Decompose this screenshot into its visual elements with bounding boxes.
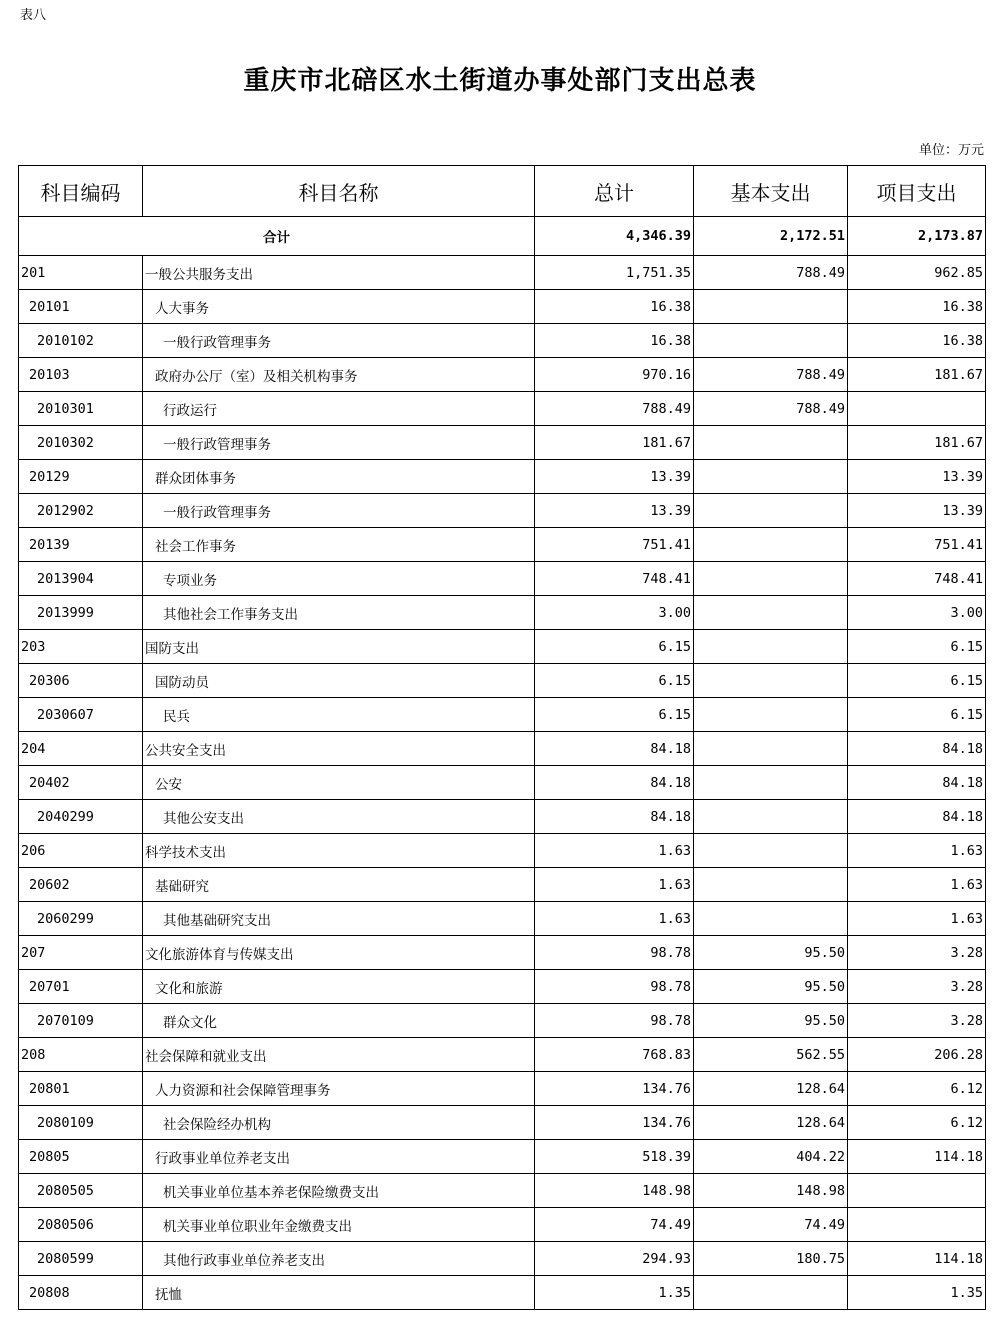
table-row [19, 868, 986, 902]
page-title: 重庆市北碚区水土街道办事处部门支出总表 [243, 66, 757, 96]
row-code: 2070109 [19, 1004, 143, 1038]
row-total: 3.00 [535, 596, 694, 630]
row-name: 一般行政管理事务 [143, 324, 535, 358]
row-basic: 788.49 [694, 256, 848, 290]
row-code: 20129 [19, 460, 143, 494]
row-name: 人力资源和社会保障管理事务 [143, 1072, 535, 1106]
table-row [19, 392, 986, 426]
row-total: 181.67 [535, 426, 694, 460]
row-total: 751.41 [535, 528, 694, 562]
row-total: 518.39 [535, 1140, 694, 1174]
expense-table [18, 165, 986, 1310]
row-total: 98.78 [535, 1004, 694, 1038]
row-name: 行政运行 [143, 392, 535, 426]
row-code: 20101 [19, 290, 143, 324]
row-name: 专项业务 [143, 562, 535, 596]
row-basic: 562.55 [694, 1038, 848, 1072]
row-total: 16.38 [535, 324, 694, 358]
row-code: 2080599 [19, 1242, 143, 1276]
row-name: 其他基础研究支出 [143, 902, 535, 936]
row-project: 181.67 [848, 358, 986, 392]
row-total: 970.16 [535, 358, 694, 392]
row-name: 社会保障和就业支出 [143, 1038, 535, 1072]
row-name: 公共安全支出 [143, 732, 535, 766]
header-project: 项目支出 [848, 166, 986, 217]
row-basic [694, 324, 848, 358]
total-label: 合计 [19, 217, 535, 256]
row-name: 公安 [143, 766, 535, 800]
row-name: 机关事业单位职业年金缴费支出 [143, 1208, 535, 1242]
table-row [19, 902, 986, 936]
row-code: 208 [19, 1038, 143, 1072]
row-total: 788.49 [535, 392, 694, 426]
row-code: 20103 [19, 358, 143, 392]
row-project [848, 1208, 986, 1242]
row-code: 204 [19, 732, 143, 766]
table-row [19, 1072, 986, 1106]
row-basic: 95.50 [694, 970, 848, 1004]
row-basic: 404.22 [694, 1140, 848, 1174]
table-row [19, 970, 986, 1004]
row-name: 其他行政事业单位养老支出 [143, 1242, 535, 1276]
row-total: 134.76 [535, 1106, 694, 1140]
table-row [19, 630, 986, 664]
row-code: 20801 [19, 1072, 143, 1106]
row-project: 3.28 [848, 1004, 986, 1038]
row-total: 6.15 [535, 664, 694, 698]
row-project: 751.41 [848, 528, 986, 562]
row-code: 2013999 [19, 596, 143, 630]
table-row [19, 426, 986, 460]
row-basic: 95.50 [694, 936, 848, 970]
total-basic: 2,172.51 [694, 217, 848, 256]
table-row [19, 766, 986, 800]
row-project: 6.12 [848, 1106, 986, 1140]
row-project: 114.18 [848, 1140, 986, 1174]
row-basic: 788.49 [694, 358, 848, 392]
row-name: 基础研究 [143, 868, 535, 902]
row-code: 20805 [19, 1140, 143, 1174]
table-row [19, 528, 986, 562]
row-name: 民兵 [143, 698, 535, 732]
row-project: 84.18 [848, 766, 986, 800]
row-project: 16.38 [848, 290, 986, 324]
row-basic [694, 494, 848, 528]
row-code: 2030607 [19, 698, 143, 732]
row-project [848, 1174, 986, 1208]
row-code: 2013904 [19, 562, 143, 596]
row-code: 20306 [19, 664, 143, 698]
row-name: 人大事务 [143, 290, 535, 324]
row-project: 6.15 [848, 630, 986, 664]
row-basic: 95.50 [694, 1004, 848, 1038]
row-code: 20602 [19, 868, 143, 902]
row-total: 13.39 [535, 460, 694, 494]
row-basic [694, 596, 848, 630]
table-row [19, 664, 986, 698]
unit-label: 单位：万元 [918, 143, 984, 158]
header-row [19, 166, 986, 217]
row-name: 一般行政管理事务 [143, 494, 535, 528]
row-total: 13.39 [535, 494, 694, 528]
table-row [19, 1242, 986, 1276]
table-row [19, 1208, 986, 1242]
row-total: 98.78 [535, 936, 694, 970]
row-code: 20808 [19, 1276, 143, 1310]
row-basic: 788.49 [694, 392, 848, 426]
row-project: 3.28 [848, 970, 986, 1004]
row-project: 1.35 [848, 1276, 986, 1310]
row-code: 2080506 [19, 1208, 143, 1242]
row-project: 962.85 [848, 256, 986, 290]
row-project: 3.00 [848, 596, 986, 630]
row-basic [694, 630, 848, 664]
row-project: 206.28 [848, 1038, 986, 1072]
row-project: 6.15 [848, 664, 986, 698]
row-code: 2010302 [19, 426, 143, 460]
row-total: 294.93 [535, 1242, 694, 1276]
row-project: 1.63 [848, 834, 986, 868]
row-code: 20139 [19, 528, 143, 562]
row-basic: 128.64 [694, 1106, 848, 1140]
total-sum: 4,346.39 [535, 217, 694, 256]
total-project: 2,173.87 [848, 217, 986, 256]
table-row [19, 460, 986, 494]
table-row [19, 1174, 986, 1208]
table-row [19, 1276, 986, 1310]
row-project: 13.39 [848, 460, 986, 494]
row-name: 一般公共服务支出 [143, 256, 535, 290]
row-name: 文化和旅游 [143, 970, 535, 1004]
row-code: 2080109 [19, 1106, 143, 1140]
row-name: 科学技术支出 [143, 834, 535, 868]
row-basic: 128.64 [694, 1072, 848, 1106]
row-basic [694, 834, 848, 868]
row-name: 社会工作事务 [143, 528, 535, 562]
row-code: 2012902 [19, 494, 143, 528]
row-code: 20402 [19, 766, 143, 800]
row-name: 其他公安支出 [143, 800, 535, 834]
row-name: 国防动员 [143, 664, 535, 698]
row-name: 文化旅游体育与传媒支出 [143, 936, 535, 970]
row-name: 国防支出 [143, 630, 535, 664]
row-total: 84.18 [535, 766, 694, 800]
table-number-label: 表八 [20, 8, 47, 23]
row-name: 政府办公厅（室）及相关机构事务 [143, 358, 535, 392]
row-name: 社会保险经办机构 [143, 1106, 535, 1140]
row-name: 群众团体事务 [143, 460, 535, 494]
table-row [19, 1038, 986, 1072]
row-project: 6.12 [848, 1072, 986, 1106]
table-row [19, 1140, 986, 1174]
row-total: 98.78 [535, 970, 694, 1004]
row-basic: 180.75 [694, 1242, 848, 1276]
row-total: 6.15 [535, 698, 694, 732]
table-row [19, 596, 986, 630]
row-name: 抚恤 [143, 1276, 535, 1310]
total-row [19, 217, 986, 256]
row-basic [694, 698, 848, 732]
row-basic [694, 868, 848, 902]
table-row [19, 1004, 986, 1038]
header-basic: 基本支出 [694, 166, 848, 217]
row-project: 181.67 [848, 426, 986, 460]
row-total: 1.63 [535, 868, 694, 902]
row-basic [694, 426, 848, 460]
row-code: 2040299 [19, 800, 143, 834]
table-row [19, 800, 986, 834]
row-basic [694, 800, 848, 834]
table-row [19, 324, 986, 358]
row-basic [694, 902, 848, 936]
row-project: 16.38 [848, 324, 986, 358]
row-code: 2010301 [19, 392, 143, 426]
table-row [19, 358, 986, 392]
row-name: 行政事业单位养老支出 [143, 1140, 535, 1174]
row-total: 74.49 [535, 1208, 694, 1242]
row-basic: 74.49 [694, 1208, 848, 1242]
row-total: 84.18 [535, 732, 694, 766]
row-project: 6.15 [848, 698, 986, 732]
row-project: 84.18 [848, 800, 986, 834]
row-total: 134.76 [535, 1072, 694, 1106]
row-basic [694, 1276, 848, 1310]
row-total: 6.15 [535, 630, 694, 664]
row-basic [694, 528, 848, 562]
header-name: 科目名称 [143, 166, 535, 217]
row-project: 3.28 [848, 936, 986, 970]
row-total: 1,751.35 [535, 256, 694, 290]
table-row [19, 1106, 986, 1140]
row-total: 148.98 [535, 1174, 694, 1208]
row-code: 2060299 [19, 902, 143, 936]
row-project [848, 392, 986, 426]
row-basic [694, 562, 848, 596]
row-code: 2080505 [19, 1174, 143, 1208]
row-name: 群众文化 [143, 1004, 535, 1038]
row-basic [694, 290, 848, 324]
table-row [19, 256, 986, 290]
row-project: 84.18 [848, 732, 986, 766]
row-code: 201 [19, 256, 143, 290]
row-code: 20701 [19, 970, 143, 1004]
row-code: 2010102 [19, 324, 143, 358]
row-project: 748.41 [848, 562, 986, 596]
row-code: 207 [19, 936, 143, 970]
row-total: 1.63 [535, 834, 694, 868]
row-project: 1.63 [848, 868, 986, 902]
row-name: 机关事业单位基本养老保险缴费支出 [143, 1174, 535, 1208]
table-row [19, 698, 986, 732]
row-name: 其他社会工作事务支出 [143, 596, 535, 630]
row-project: 13.39 [848, 494, 986, 528]
row-project: 1.63 [848, 902, 986, 936]
header-total: 总计 [535, 166, 694, 217]
row-basic: 148.98 [694, 1174, 848, 1208]
row-basic [694, 664, 848, 698]
table-row [19, 562, 986, 596]
row-code: 203 [19, 630, 143, 664]
table-row [19, 290, 986, 324]
row-total: 748.41 [535, 562, 694, 596]
row-name: 一般行政管理事务 [143, 426, 535, 460]
table-row [19, 494, 986, 528]
table-row [19, 732, 986, 766]
row-basic [694, 460, 848, 494]
row-total: 1.35 [535, 1276, 694, 1310]
row-basic [694, 732, 848, 766]
table-row [19, 936, 986, 970]
header-code: 科目编码 [19, 166, 143, 217]
row-project: 114.18 [848, 1242, 986, 1276]
row-total: 84.18 [535, 800, 694, 834]
row-code: 206 [19, 834, 143, 868]
row-total: 1.63 [535, 902, 694, 936]
table-row [19, 834, 986, 868]
row-basic [694, 766, 848, 800]
row-total: 768.83 [535, 1038, 694, 1072]
row-total: 16.38 [535, 290, 694, 324]
